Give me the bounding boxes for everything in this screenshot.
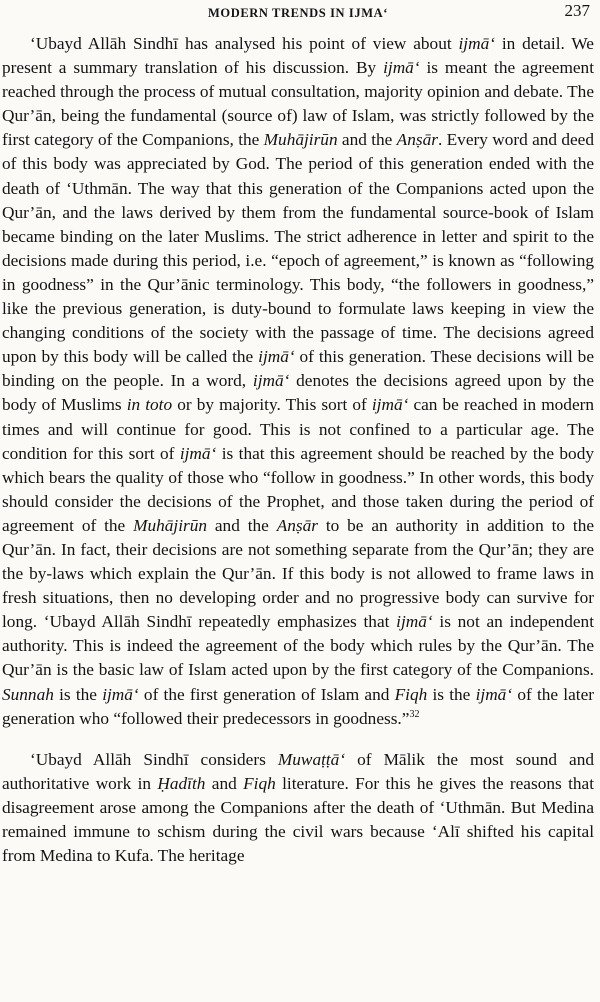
text-run: and [205,773,244,793]
italic-term: in toto [126,395,173,415]
footnote-ref: 32 [409,708,420,720]
text-run: . Every word and deed of this body was appreciated by God. The period of this generation ended with the death of ‘Uthmān. The way that this generation of the Companions acted upon the Qur’ān, and the laws derived by them from the fundamental source-book of Islam became binding on the later Muslims. The strict adherence in letter and spirit to the decisions made during this period, i.e. “epoch of agreement,” is known as “following in goodness” in the Qur’ānic terminology. This body, “the followers in goodness,” like the previous generation, is duty-bound to formulate laws keeping in view the changing conditions of the society with the passage of time. The decisions agreed upon by this body will be called the [2,130,594,367]
italic-term: Ḥadīth [157,773,206,793]
text-run: can be reached in modern times and will continue for good. This is not confined to a particular age. The condition for this sort of [2,395,595,463]
running-head: MODERN TRENDS IN IJMA‘ [208,6,388,20]
italic-term: ijmā‘ [179,443,217,463]
italic-term: Sunnah [2,684,54,704]
italic-term: ijmā‘ [458,34,495,53]
text-run: denotes the decisions agreed upon by the body of Muslims [2,371,594,415]
text-run: literature. For this he gives the reasons that disagreement arose among the Companions after the death of ‘Uthmān. But Medina remained immune to schism during the civil wars because ‘Alī shifted his capital from Medina to Kufa. The heritage [2,773,594,866]
text-run: of the first generation of Islam and [138,684,395,704]
text-run: is that this agreement should be reached by the body which bears the quality of those who “follow in goodness.” In other words, this body should consider the decisions of the Prophet, and those taken during the period of agreement of the [2,443,594,535]
italic-term: Fiqh [243,773,276,793]
italic-term: ijmā‘ [371,395,409,415]
italic-term: Muhājirūn [263,130,338,150]
italic-term: Anṣār [396,130,438,150]
paragraph-2 [2,748,594,868]
body-text [2,32,594,868]
text-run: of this generation. These decisions will be binding on the people. In a word, [2,347,594,391]
text-run: and the [207,515,277,535]
italic-term: ijmā‘ [258,347,295,367]
text-run: is meant the agreement reached through the process of mutual consultation, majority opinion and debate. The Qur’ān, being the fundamental (source of) law of Islam, was strictly followed by the first category of the Companions, the [2,58,594,150]
text-run: of the later generation who “followed their predecessors in goodness.” [2,684,594,728]
text-run: of Mālik the most sound and authoritative work in [2,749,595,793]
text-run: and the [337,130,397,150]
italic-term: Muwaṭṭā‘ [277,749,346,769]
italic-term: Muhājirūn [133,515,208,535]
text-run: in detail. We present a summary translation of his discussion. By [2,34,594,78]
italic-term: ijmā‘ [102,684,139,704]
text-run: is the [427,684,476,704]
text-run: or by majority. This sort of [172,395,372,415]
paragraph-1 [2,32,594,731]
italic-term: ijmā‘ [396,612,433,632]
italic-term: Anṣār [276,515,318,535]
text-run: is the [53,684,103,704]
page-number: 237 [564,1,590,20]
italic-term: Fiqh [394,684,428,704]
text-run: is not an independent authority. This is indeed the agreement of the body which rules by the Qur’ān. The Qur’ān is the basic law of Islam acted upon by the first category of the Companions. [2,612,594,680]
italic-term: ijmā‘ [383,58,420,78]
text-run: ‘Ubayd Allāh Sindhī considers [30,749,278,769]
italic-term: ijmā‘ [252,371,290,391]
text-run: ‘Ubayd Allāh Sindhī has analysed his point of view about [30,34,459,53]
italic-term: ijmā‘ [475,684,513,704]
page-header [2,0,594,32]
text-run: to be an authority in addition to the Qur’ān. In fact, their decisions are not something separate from the Qur’ān; they are the by-laws which explain the Qur’ān. If this body is not allowed to frame laws in fresh situations, then no developing order and no progressive body can survive for long. ‘Ubayd Allāh Sindhī repeatedly emphasizes that [2,515,595,632]
